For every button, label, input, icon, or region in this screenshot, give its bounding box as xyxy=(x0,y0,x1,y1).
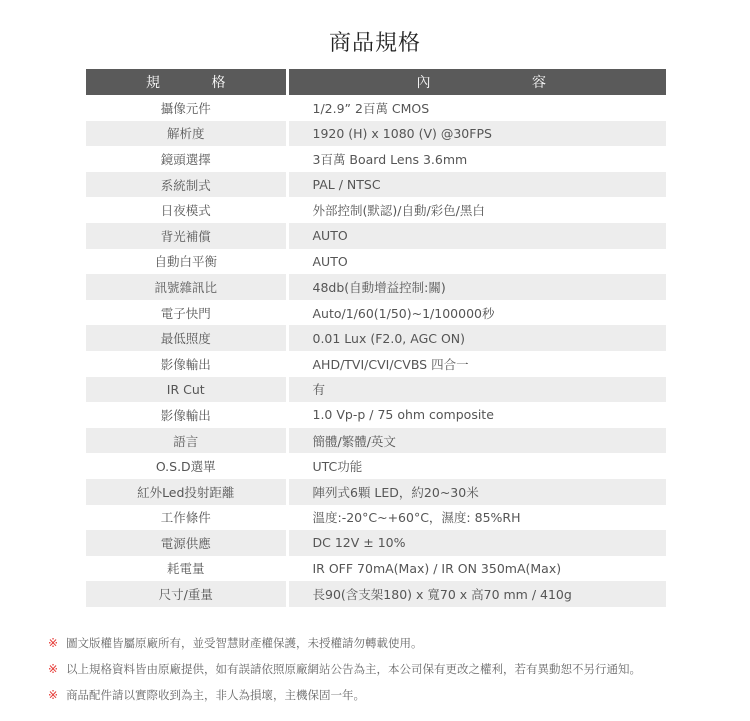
spec-label: 日夜模式 xyxy=(86,197,287,223)
spec-label: 訊號雜訊比 xyxy=(86,274,287,300)
spec-value: AUTO xyxy=(312,253,348,269)
spec-label: 工作條件 xyxy=(86,505,287,531)
spec-value: AHD/TVI/CVI/CVBS 四合一 xyxy=(312,356,469,372)
asterisk-mark-icon: ※ xyxy=(48,636,59,650)
table-row xyxy=(86,95,666,121)
spec-value: 陣列式6顆 LED，約20~30米 xyxy=(287,479,666,505)
notes xyxy=(48,630,728,708)
spec-table xyxy=(86,69,666,607)
table-row xyxy=(86,351,666,377)
table-row xyxy=(86,428,666,454)
spec-label: 最低照度 xyxy=(86,325,287,351)
header-content: 內 容 xyxy=(287,69,666,95)
asterisk-mark-icon: ※ xyxy=(48,688,59,702)
table-row xyxy=(86,377,666,403)
spec-value: 1.0 Vp-p / 75 ohm composite xyxy=(312,407,494,423)
spec-label: 系統制式 xyxy=(86,172,287,198)
spec-label: 影像輸出 xyxy=(86,351,287,377)
spec-label: 電子快門 xyxy=(86,300,287,326)
spec-label: 鏡頭選擇 xyxy=(86,146,287,172)
spec-value: 0.01 Lux (F2.0, AGC ON) xyxy=(287,325,666,351)
spec-label: O.S.D選單 xyxy=(86,453,287,479)
table-row xyxy=(86,197,666,223)
spec-label: 尺寸/重量 xyxy=(86,581,287,607)
table-header-row xyxy=(86,69,666,95)
table-row xyxy=(86,146,666,172)
note-item: ※ 圖文版權皆屬原廠所有，並受智慧財產權保護，未授權請勿轉載使用。 xyxy=(48,636,423,650)
spec-label: 影像輸出 xyxy=(86,402,287,428)
spec-value: 有 xyxy=(287,377,666,403)
spec-label: 解析度 xyxy=(86,121,287,147)
spec-value: UTC功能 xyxy=(312,459,363,475)
asterisk-mark-icon: ※ xyxy=(48,662,59,676)
spec-label: 紅外Led投射距離 xyxy=(86,479,287,505)
table-row xyxy=(86,300,666,326)
spec-value: 48db(自動增益控制:關) xyxy=(287,274,666,300)
spec-value: 1920 (H) x 1080 (V) @30FPS xyxy=(287,121,666,147)
spec-label: 自動白平衡 xyxy=(86,249,287,275)
table-row xyxy=(86,121,666,147)
table-row xyxy=(86,402,666,428)
table-row xyxy=(86,581,666,607)
spec-label: 語言 xyxy=(86,428,287,454)
spec-value: DC 12V ± 10% xyxy=(287,530,666,556)
table-row xyxy=(86,453,666,479)
table-row xyxy=(86,479,666,505)
table-row xyxy=(86,325,666,351)
spec-value: 溫度:-20°C~+60°C，濕度: 85%RH xyxy=(312,510,521,526)
table-row xyxy=(86,556,666,582)
spec-value: 3百萬 Board Lens 3.6mm xyxy=(312,151,468,167)
spec-label: 背光補償 xyxy=(86,223,287,249)
spec-value: 簡體/繁體/英文 xyxy=(287,428,666,454)
header-spec: 規 格 xyxy=(86,69,287,95)
spec-value: 長90(含支架180) x 寬70 x 高70 mm / 410g xyxy=(287,581,666,607)
spec-value: PAL / NTSC xyxy=(287,172,666,198)
note-item: ※ 以上規格資料皆由原廠提供，如有誤請依照原廠網站公告為主，本公司保有更改之權利，若有異動恕不另行通知。 xyxy=(48,662,642,676)
spec-value: Auto/1/60(1/50)~1/100000秒 xyxy=(312,305,495,321)
table-row xyxy=(86,223,666,249)
spec-label: 電源供應 xyxy=(86,530,287,556)
table-row xyxy=(86,530,666,556)
spec-value: AUTO xyxy=(287,223,666,249)
table-row xyxy=(86,274,666,300)
spec-value: 外部控制(默認)/自動/彩色/黑白 xyxy=(312,203,485,219)
spec-label: 攝像元件 xyxy=(86,95,287,121)
spec-label: 耗電量 xyxy=(86,556,287,582)
table-row xyxy=(86,505,666,531)
spec-value: IR OFF 70mA(Max) / IR ON 350mA(Max) xyxy=(312,560,562,576)
table-row xyxy=(86,249,666,275)
page-title: 商品規格 xyxy=(328,31,421,56)
spec-value: 1/2.9” 2百萬 CMOS xyxy=(312,100,430,116)
table-row xyxy=(86,172,666,198)
note-item: ※ 商品配件請以實際收到為主，非人為損壞，主機保固一年。 xyxy=(48,688,366,702)
spec-label: IR Cut xyxy=(86,377,287,403)
